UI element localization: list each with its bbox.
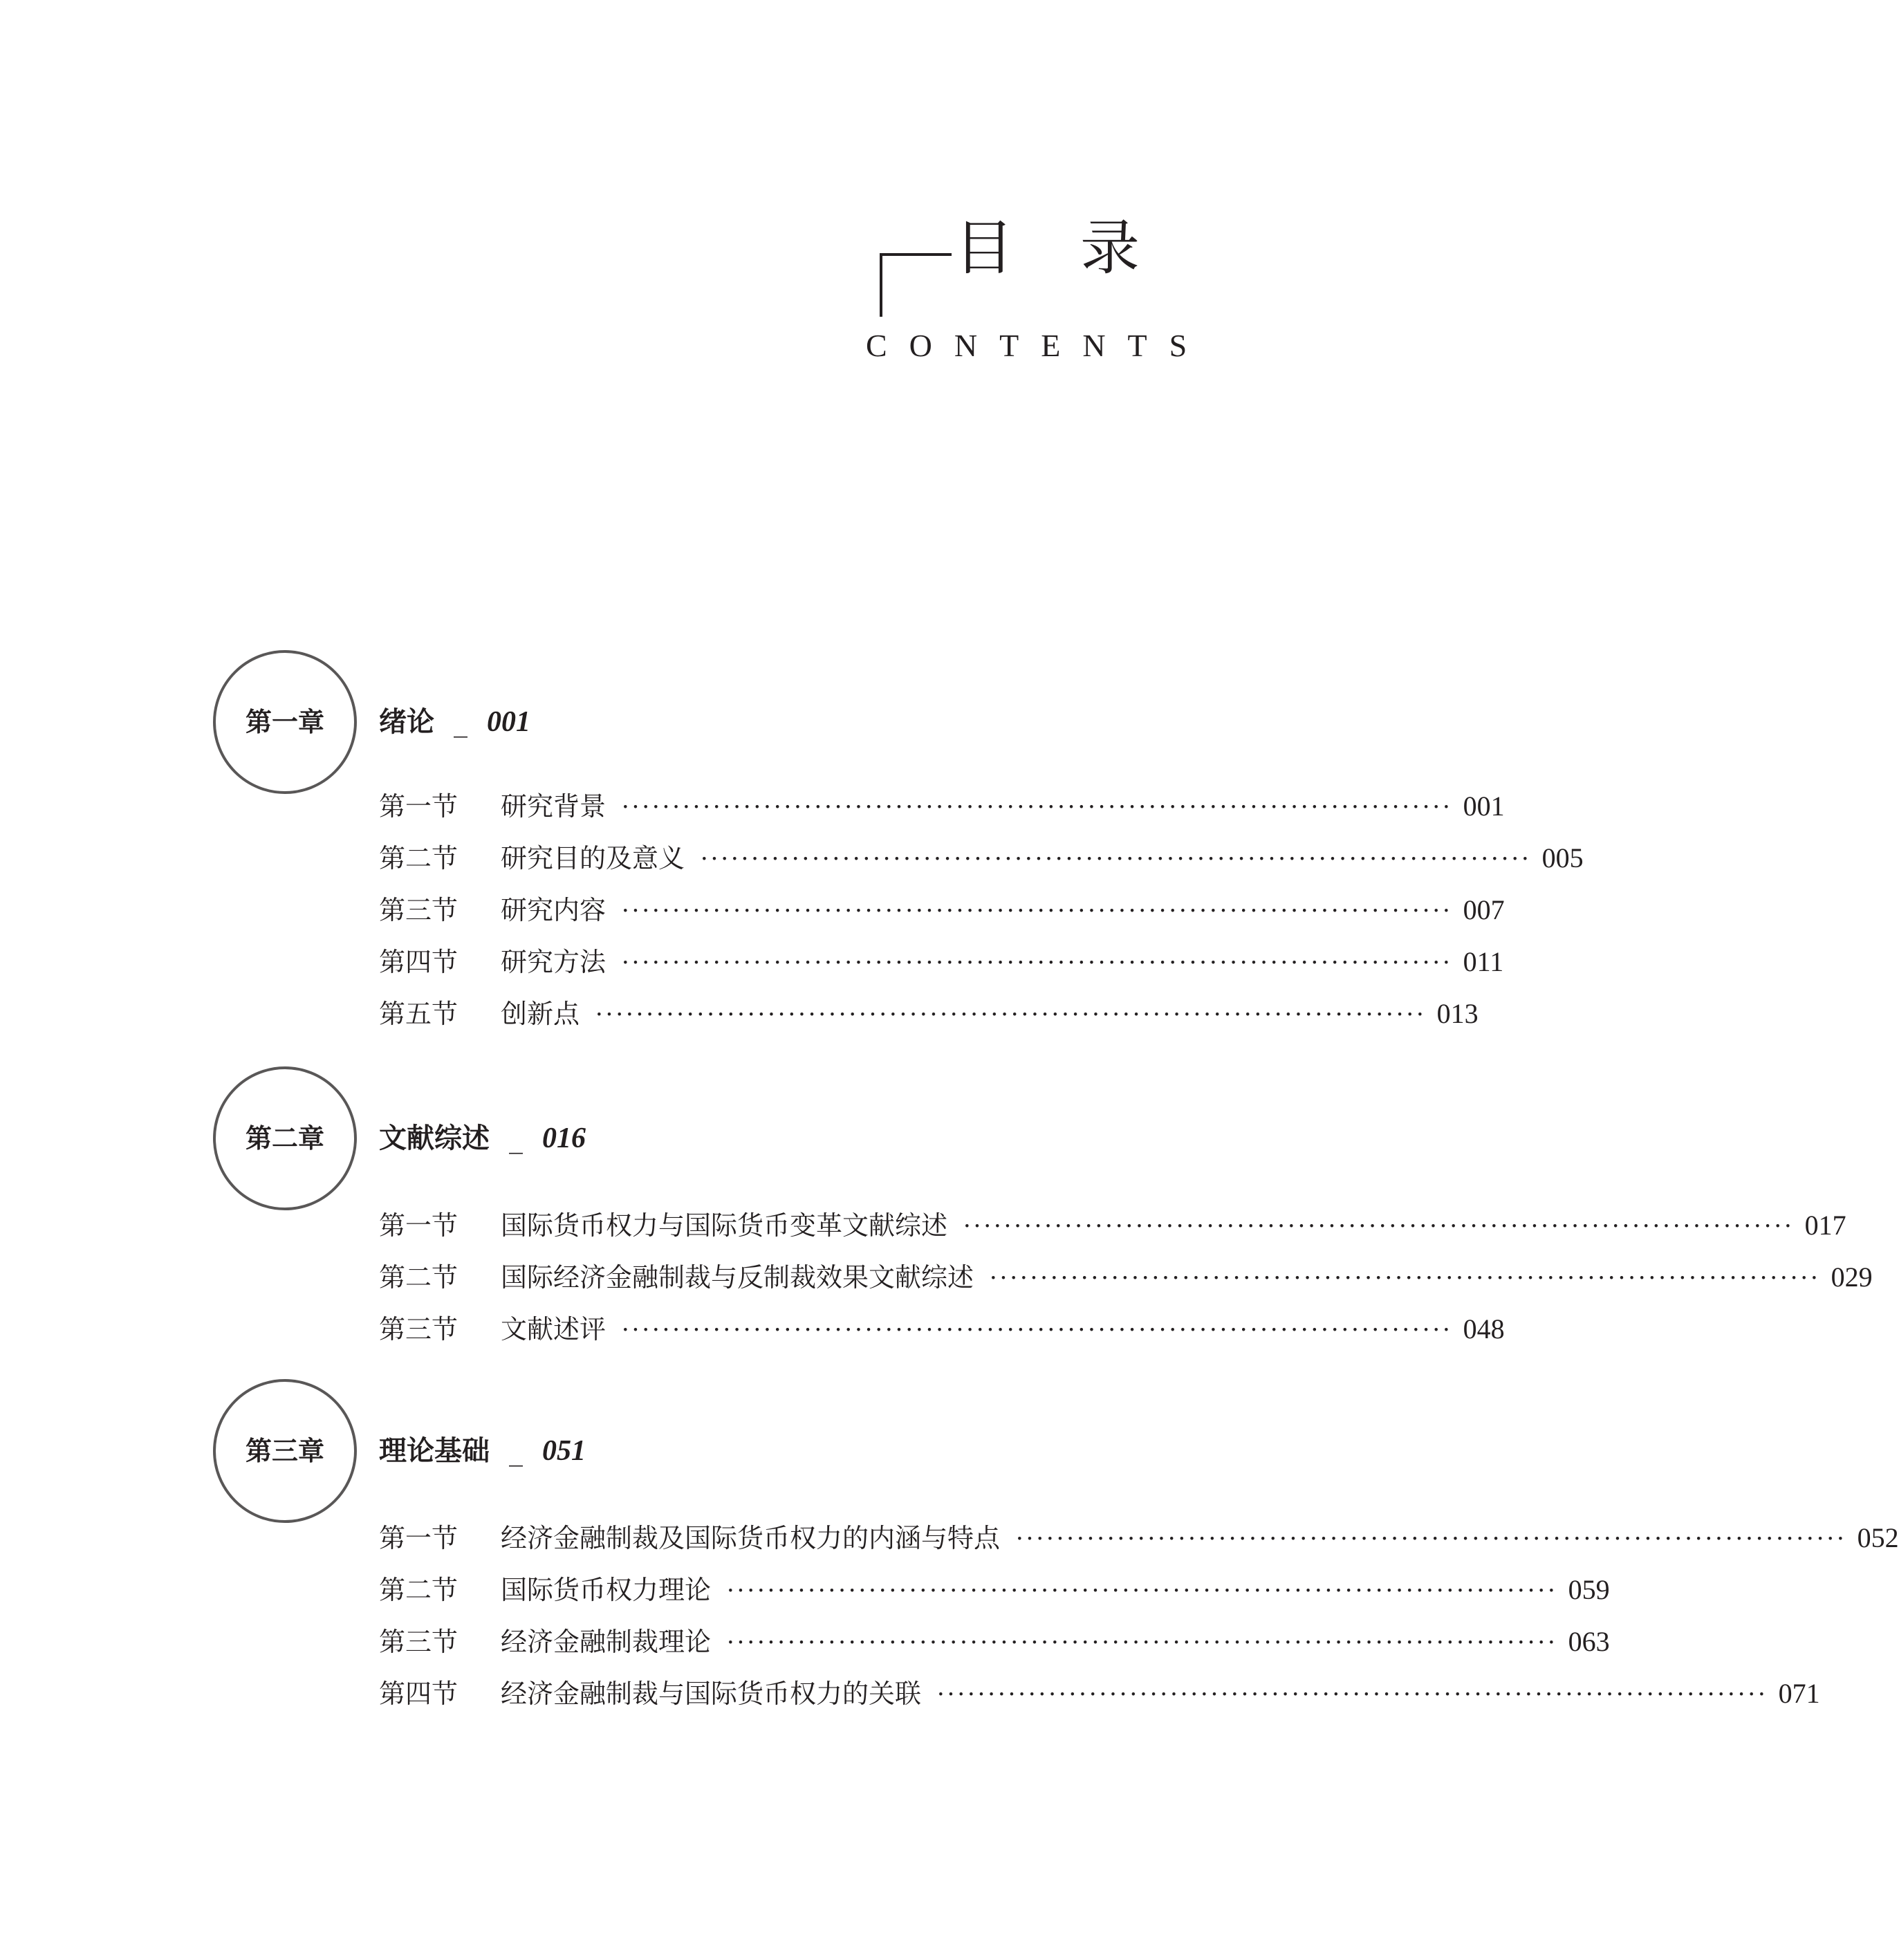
section-title: 研究内容 [501, 895, 606, 925]
section-page-number: 063 [1568, 1626, 1610, 1657]
section-page-number: 059 [1568, 1574, 1610, 1605]
section-title: 研究方法 [501, 947, 606, 977]
chapter-heading[interactable] [379, 1432, 586, 1470]
section-page-number: 007 [1463, 894, 1505, 925]
toc-entry[interactable] [379, 1571, 1610, 1622]
toc-entry[interactable] [379, 1674, 1820, 1726]
section-title: 文献述评 [501, 1314, 606, 1344]
chapter-separator: _ [509, 1435, 523, 1467]
section-number: 第二节 [379, 1262, 458, 1293]
toc-entry[interactable] [379, 943, 1504, 995]
section-number: 第三节 [379, 1627, 458, 1657]
page-subtitle: CONTENTS [866, 328, 1210, 363]
dot-leader: ·················································································· [989, 1264, 1820, 1293]
section-page-number: 011 [1463, 946, 1504, 977]
section-number: 第一节 [379, 1210, 458, 1241]
toc-entry[interactable] [379, 1519, 1899, 1571]
chapter-page-number: 016 [542, 1122, 586, 1154]
chapter-badge: 第二章 [213, 1066, 357, 1210]
section-number: 第二节 [379, 843, 458, 873]
dot-leader: ·················································································· [621, 1315, 1452, 1344]
section-number: 第三节 [379, 895, 458, 925]
chapter-heading[interactable] [379, 1119, 586, 1158]
dot-leader: ·················································································· [700, 844, 1531, 873]
section-list [379, 1206, 1873, 1362]
header-corner-horizontal-line [880, 253, 952, 256]
section-page-number: 005 [1541, 842, 1584, 873]
section-title: 研究背景 [501, 791, 606, 822]
section-list [379, 787, 1584, 1046]
dot-leader: ·················································································· [621, 896, 1452, 925]
chapter-title: 绪论 [379, 705, 434, 738]
chapter-title: 理论基础 [379, 1434, 490, 1467]
section-number: 第四节 [379, 1679, 458, 1709]
toc-entry[interactable] [379, 891, 1505, 943]
section-number: 第一节 [379, 791, 458, 822]
section-page-number: 013 [1436, 998, 1479, 1029]
section-list [379, 1519, 1899, 1726]
section-number: 第二节 [379, 1575, 458, 1605]
section-number: 第一节 [379, 1523, 458, 1553]
dot-leader: ·················································································· [936, 1680, 1768, 1709]
section-page-number: 017 [1804, 1210, 1846, 1241]
section-page-number: 001 [1463, 791, 1505, 822]
toc-entry[interactable] [379, 787, 1505, 839]
chapter-badge: 第三章 [213, 1379, 357, 1523]
section-title: 创新点 [501, 999, 580, 1029]
toc-entry[interactable] [379, 1206, 1846, 1258]
dot-leader: ·················································································· [726, 1628, 1557, 1657]
section-number: 第四节 [379, 947, 458, 977]
section-title: 经济金融制裁及国际货币权力的内涵与特点 [501, 1523, 1001, 1553]
toc-entry[interactable] [379, 1622, 1610, 1674]
section-title: 国际经济金融制裁与反制裁效果文献综述 [501, 1262, 974, 1293]
chapter-page-number: 001 [487, 706, 530, 738]
chapter-heading[interactable] [379, 703, 530, 741]
section-number: 第三节 [379, 1314, 458, 1344]
dot-leader: ·················································································· [1015, 1524, 1846, 1553]
dot-leader: ·················································································· [595, 1000, 1426, 1029]
toc-entry[interactable] [379, 995, 1479, 1046]
chapter-separator: _ [509, 1122, 523, 1154]
section-page-number: 048 [1463, 1313, 1505, 1344]
section-title: 研究目的及意义 [501, 843, 685, 873]
chapter-badge: 第一章 [213, 650, 357, 794]
page-title: 目录 [954, 214, 1206, 283]
dot-leader: ·················································································· [621, 948, 1452, 977]
section-page-number: 029 [1831, 1261, 1873, 1293]
toc-entry[interactable] [379, 839, 1584, 891]
dot-leader: ·················································································· [621, 793, 1452, 822]
section-title: 国际货币权力理论 [501, 1575, 712, 1605]
chapter-separator: _ [454, 706, 467, 738]
chapter-page-number: 051 [542, 1435, 586, 1467]
section-title: 经济金融制裁理论 [501, 1627, 712, 1657]
header-corner-vertical-line [880, 253, 882, 317]
section-number: 第五节 [379, 999, 458, 1029]
toc-entry[interactable] [379, 1258, 1873, 1310]
section-page-number: 052 [1857, 1522, 1899, 1553]
chapter-title: 文献综述 [379, 1122, 490, 1154]
section-page-number: 071 [1778, 1678, 1820, 1709]
dot-leader: ·················································································· [726, 1576, 1557, 1605]
section-title: 经济金融制裁与国际货币权力的关联 [501, 1679, 922, 1709]
section-title: 国际货币权力与国际货币变革文献综述 [501, 1210, 948, 1241]
toc-entry[interactable] [379, 1310, 1505, 1362]
dot-leader: ·················································································· [963, 1212, 1794, 1241]
